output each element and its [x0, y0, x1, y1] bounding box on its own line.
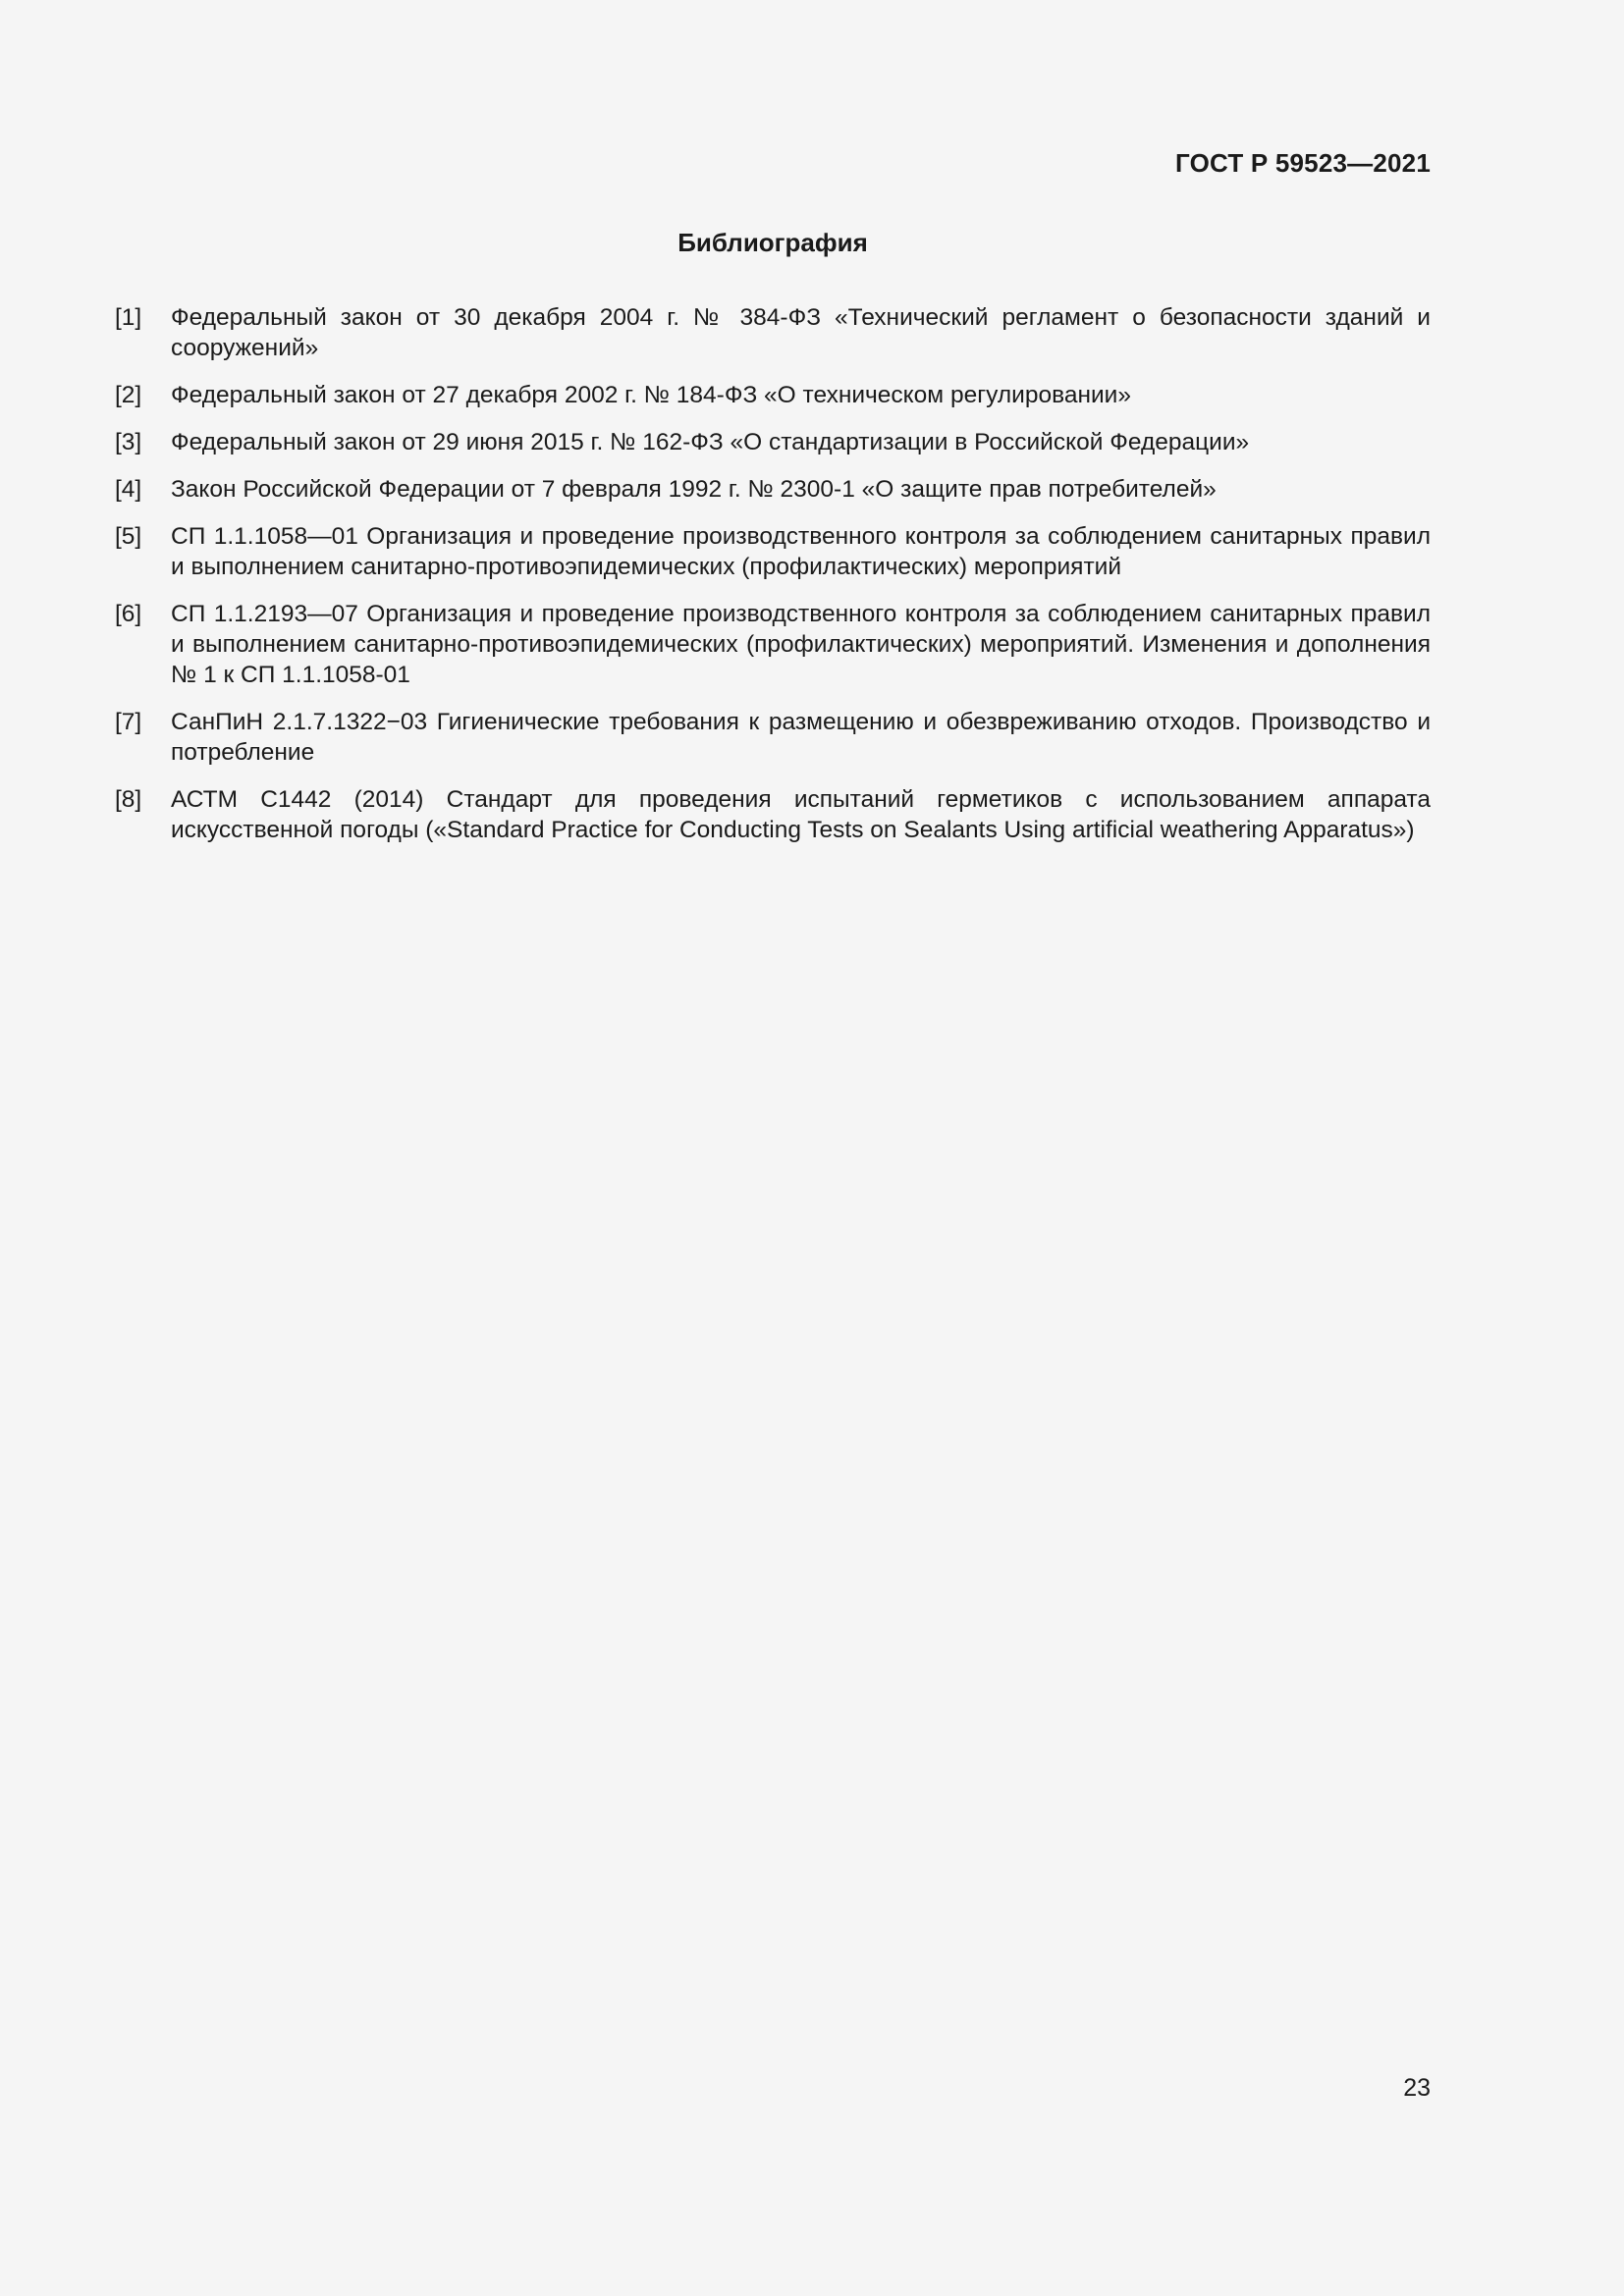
bibliography-item-2 [115, 380, 1431, 410]
bibliography-text: АСТМ С1442 (2014) Стандарт для проведения испытаний герметиков с использованием аппарата искусственной погоды («Standard Practice for Conducting Tests on Sealants Using artificial weathering Apparatus») [171, 786, 1431, 843]
bibliography-text: СанПиН 2.1.7.1322−03 Гигиенические требования к размещению и обезвреживанию отходов. Производство и потребление [171, 709, 1431, 766]
page-title: Библиография [677, 228, 868, 257]
bibliography-item-1 [115, 302, 1431, 363]
bibliography-item-4 [115, 474, 1431, 505]
document-code: ГОСТ Р 59523—2021 [1175, 148, 1431, 178]
bibliography-item-8 [115, 784, 1431, 845]
bibliography-number: [3] [115, 429, 142, 455]
bibliography-text: Федеральный закон от 27 декабря 2002 г. № 184-ФЗ «О техническом регулировании» [171, 382, 1131, 408]
bibliography-number: [2] [115, 382, 142, 408]
bibliography-text: СП 1.1.2193—07 Организация и проведение производственного контроля за соблюдением санитарных правил и выполнением санитарно-противоэпидемических (профилактических) мероприятий. Изменения и дополнения № 1 к СП 1.1.1058-01 [171, 601, 1431, 688]
bibliography-number: [5] [115, 523, 142, 550]
page-number: 23 [1403, 2074, 1431, 2102]
bibliography-number: [7] [115, 709, 142, 735]
bibliography-number: [4] [115, 476, 142, 503]
bibliography-list [115, 302, 1431, 862]
bibliography-text: Федеральный закон от 30 декабря 2004 г. № 384-ФЗ «Технический регламент о безопасности зданий и сооружений» [171, 304, 1431, 361]
bibliography-number: [1] [115, 304, 142, 331]
bibliography-text: Закон Российской Федерации от 7 февраля 1992 г. № 2300-1 «О защите прав потребителей» [171, 476, 1217, 503]
bibliography-number: [8] [115, 786, 142, 813]
bibliography-item-7 [115, 707, 1431, 768]
bibliography-text: Федеральный закон от 29 июня 2015 г. № 162-ФЗ «О стандартизации в Российской Федерации» [171, 429, 1250, 455]
bibliography-item-5 [115, 521, 1431, 582]
bibliography-text: СП 1.1.1058—01 Организация и проведение производственного контроля за соблюдением санитарных правил и выполнением санитарно-противоэпидемических (профилактических) мероприятий [171, 523, 1431, 580]
bibliography-number: [6] [115, 601, 142, 627]
bibliography-item-3 [115, 427, 1431, 457]
bibliography-item-6 [115, 599, 1431, 690]
